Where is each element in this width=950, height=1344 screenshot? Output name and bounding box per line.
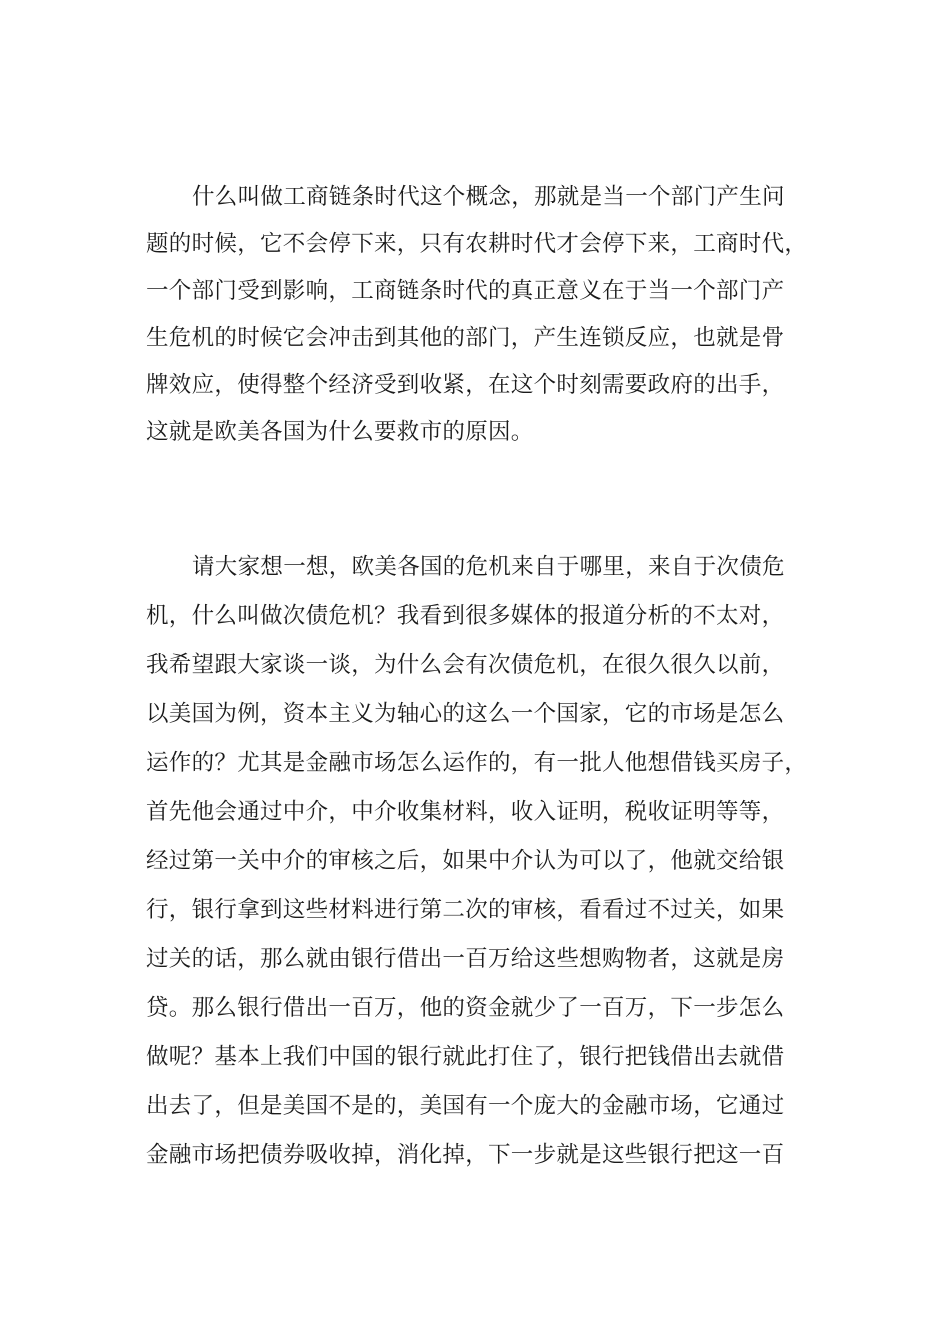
paragraph-line: 经过第一关中介的审核之后，如果中介认为可以了，他就交给银: [146, 848, 785, 874]
paragraph-line: 做呢？基本上我们中国的银行就此打住了，银行把钱借出去就借: [146, 1044, 785, 1070]
paragraph-line: 生危机的时候它会冲击到其他的部门，产生连锁反应，也就是骨: [146, 325, 785, 351]
paragraph-line: 机，什么叫做次债危机？我看到很多媒体的报道分析的不太对，: [146, 603, 785, 629]
paragraph-line: 牌效应，使得整个经济受到收紧，在这个时刻需要政府的出手，: [146, 372, 785, 398]
paragraph-line: 行，银行拿到这些材料进行第二次的审核，看看过不过关，如果: [146, 897, 785, 923]
paragraph-line: 首先他会通过中介，中介收集材料，收入证明，税收证明等等，: [146, 799, 785, 825]
paragraph-line: 什么叫做工商链条时代这个概念，那就是当一个部门产生问: [192, 184, 785, 210]
paragraph-line: 运作的？尤其是金融市场怎么运作的，有一批人他想借钱买房子，: [146, 750, 808, 776]
paragraph-line: 贷。那么银行借出一百万，他的资金就少了一百万，下一步怎么: [146, 995, 785, 1021]
paragraph-line: 题的时候，它不会停下来，只有农耕时代才会停下来，工商时代，: [146, 231, 808, 257]
paragraph-line: 请大家想一想，欧美各国的危机来自于哪里，来自于次债危: [192, 554, 785, 580]
paragraph-line: 过关的话，那么就由银行借出一百万给这些想购物者，这就是房: [146, 946, 785, 972]
paragraph-line: 我希望跟大家谈一谈，为什么会有次债危机，在很久很久以前，: [146, 652, 785, 678]
paragraph-line: 出去了，但是美国不是的，美国有一个庞大的金融市场，它通过: [146, 1093, 785, 1119]
paragraph-line: 这就是欧美各国为什么要救市的原因。: [146, 419, 534, 445]
paragraph-line: 以美国为例，资本主义为轴心的这么一个国家，它的市场是怎么: [146, 701, 785, 727]
paragraph-line: 一个部门受到影响，工商链条时代的真正意义在于当一个部门产: [146, 278, 785, 304]
paragraph-line: 金融市场把债券吸收掉，消化掉，下一步就是这些银行把这一百: [146, 1142, 785, 1168]
